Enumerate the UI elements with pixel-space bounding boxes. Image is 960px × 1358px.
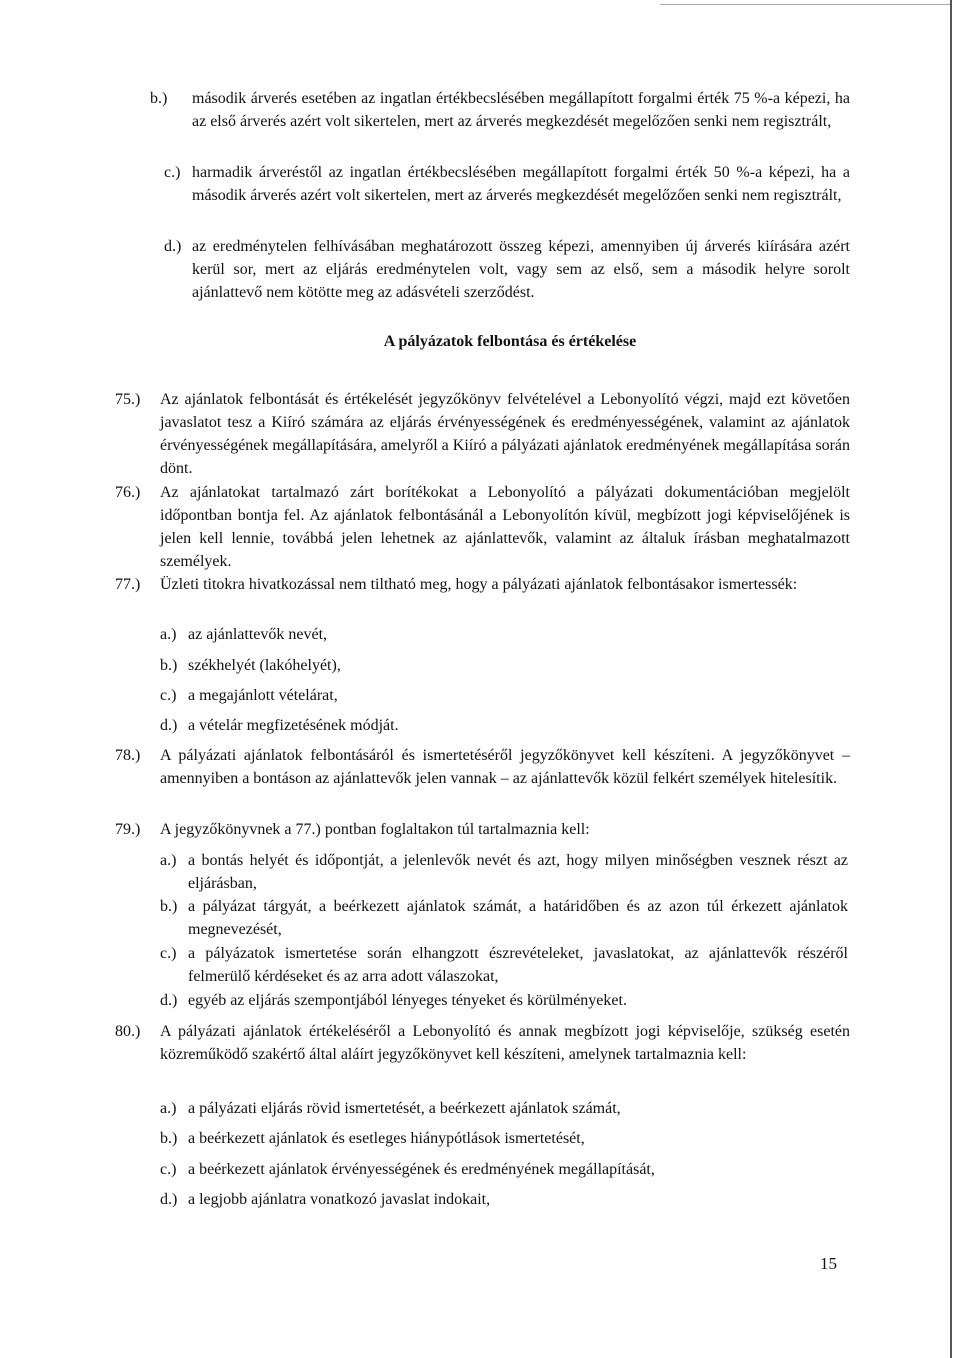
section-text: Üzleti titokra hivatkozással nem tiltható meg, hogy a pályázati ajánlatok felbontásakor ismertessék: bbox=[160, 576, 798, 593]
section-text: A jegyzőkönyvnek a 77.) pontban foglaltakon túl tartalmaznia kell: bbox=[160, 821, 590, 838]
item-text: a legjobb ajánlatra vonatkozó javaslat indokait, bbox=[188, 1191, 491, 1208]
item-label: d.) bbox=[160, 717, 178, 734]
section-number: 78.) bbox=[115, 747, 141, 764]
section-number: 80.) bbox=[115, 1023, 141, 1040]
item-label: a.) bbox=[160, 626, 177, 643]
item-label: c.) bbox=[160, 945, 177, 962]
item-label: c.) bbox=[164, 164, 181, 181]
item-text: az eredménytelen felhívásában meghatározott összeg képezi, amennyiben új árverés kiírására azért kerül sor, mert az eljárás eredménytelen volt, vagy sem az első, sem a második helyre sorolt ajánlattevő nem kötötte meg az adásvételi szerződést. bbox=[192, 238, 850, 301]
item-label: b.) bbox=[160, 1130, 178, 1147]
item-label: b.) bbox=[160, 898, 178, 915]
item-text: második árverés esetében az ingatlan értékbecslésében megállapított forgalmi érték 75 %-a képezi, ha az első árverés azért volt sikertelen, mert az árverés megkezdését megelőzően senki nem regisztrált, bbox=[192, 90, 850, 130]
section-text: Az ajánlatokat tartalmazó zárt borítékokat a Lebonyolító a pályázati dokumentációban megjelölt időpontban bontja fel. Az ajánlatok felbontásánál a Lebonyolítón kívül, megbízott jogi képviselőjének is jelen kell lennie, továbbá jelen lehetnek az ajánlattevők, valamint az általuk írásban meghatalmazott személyek. bbox=[160, 484, 850, 570]
item-label: d.) bbox=[164, 238, 182, 255]
section-number: 75.) bbox=[115, 391, 141, 408]
item-text: harmadik árveréstől az ingatlan értékbecslésében megállapított forgalmi érték 50 %-a képezi, ha a második árverés azért volt sikertelen, mert az árverés megkezdését megelőzően senki nem regisztrált, bbox=[192, 164, 850, 204]
item-text: a beérkezett ajánlatok és esetleges hiánypótlások ismertetését, bbox=[188, 1130, 585, 1147]
item-text: székhelyét (lakóhelyét), bbox=[188, 657, 341, 674]
item-text: a vételár megfizetésének módját. bbox=[188, 717, 399, 734]
item-text: a megajánlott vételárat, bbox=[188, 687, 338, 704]
item-text: a bontás helyét és időpontját, a jelenlevők nevét és azt, hogy milyen minőségben vesznek részt az eljárásban, bbox=[188, 852, 848, 892]
item-text: egyéb az eljárás szempontjából lényeges tényeket és körülményeket. bbox=[188, 992, 627, 1009]
item-label: c.) bbox=[160, 1161, 177, 1178]
section-heading: A pályázatok felbontása és értékelése bbox=[383, 333, 637, 350]
page-number: 15 bbox=[820, 1254, 837, 1273]
item-text: a pályázatok ismertetése során elhangzott észrevételeket, javaslatokat, az ajánlattevők részéről felmerülő kérdéseket és az arra adott válaszokat, bbox=[188, 945, 848, 985]
item-text: a pályázat tárgyát, a beérkezett ajánlatok számát, a határidőben és az azon túl érkezett ajánlatok megnevezését, bbox=[188, 898, 848, 938]
section-text: Az ajánlatok felbontását és értékelését jegyzőkönyv felvételével a Lebonyolító végzi, majd ezt követően javaslatot tesz a Kiíró számára az eljárás érvényességének és eredményességének, valamint az ajánlatok érvényességének megállapítására, amelyről a Kiíró a pályázati ajánlatok eredményének megállapítása során dönt. bbox=[160, 391, 850, 477]
section-number: 77.) bbox=[115, 576, 141, 593]
section-text: A pályázati ajánlatok értékeléséről a Lebonyolító és annak megbízott jogi képviselője, szükség esetén közreműködő szakértő által aláírt jegyzőkönyvet kell készíteni, amelynek tartalmaznia kell: bbox=[160, 1023, 850, 1063]
item-label: c.) bbox=[160, 687, 177, 704]
item-text: a pályázati eljárás rövid ismertetését, a beérkezett ajánlatok számát, bbox=[188, 1100, 621, 1117]
item-label: a.) bbox=[160, 1100, 177, 1117]
item-text: a beérkezett ajánlatok érvényességének és eredményének megállapítását, bbox=[188, 1161, 655, 1178]
item-label: d.) bbox=[160, 1191, 178, 1208]
item-label: d.) bbox=[160, 992, 178, 1009]
section-text: A pályázati ajánlatok felbontásáról és ismertetéséről jegyzőkönyvet kell készíteni. A jegyzőkönyvet – amennyiben a bontáson az ajánlattevők jelen vannak – az ajánlattevők közül felkért személyek hitelesítik. bbox=[160, 747, 850, 787]
item-label: b.) bbox=[150, 90, 168, 107]
item-text: az ajánlattevők nevét, bbox=[188, 626, 328, 643]
section-number: 76.) bbox=[115, 484, 141, 501]
item-label: b.) bbox=[160, 657, 178, 674]
item-label: a.) bbox=[160, 852, 177, 869]
section-number: 79.) bbox=[115, 821, 141, 838]
